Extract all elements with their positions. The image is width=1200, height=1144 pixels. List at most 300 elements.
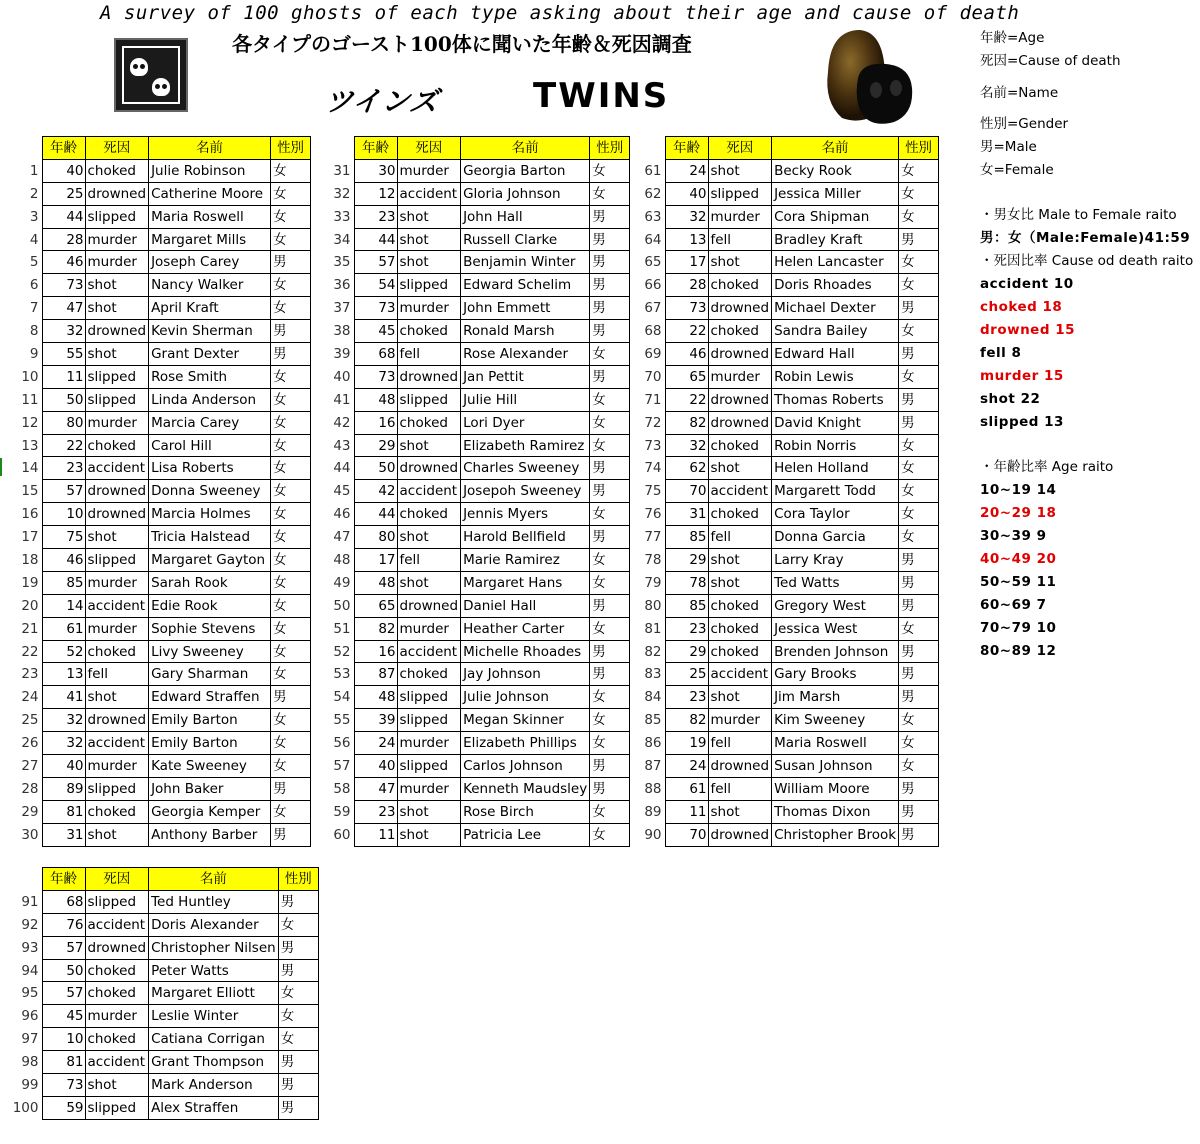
cause-cell: choked xyxy=(708,617,772,640)
table-row xyxy=(629,526,939,549)
row-number: 6 xyxy=(29,277,39,294)
name-cell: Julie Johnson xyxy=(461,686,590,709)
table-row xyxy=(6,480,311,503)
table-row xyxy=(318,686,630,709)
gender-cell: 女 xyxy=(899,274,939,297)
header-cause: 死因 xyxy=(85,868,149,891)
name-cell: Margaret Gayton xyxy=(149,549,271,572)
table-row xyxy=(629,571,939,594)
age-cell: 23 xyxy=(665,686,708,709)
row-number: 78 xyxy=(644,551,662,568)
row-number: 95 xyxy=(21,985,39,1002)
gender-cell: 女 xyxy=(278,1005,318,1028)
age-cell: 25 xyxy=(665,663,708,686)
age-cell: 82 xyxy=(665,411,708,434)
table-row xyxy=(6,1096,318,1119)
name-cell: Gary Brooks xyxy=(772,663,899,686)
gender-cell: 男 xyxy=(271,777,311,800)
cause-cell: murder xyxy=(85,617,149,640)
cause-cell: choked xyxy=(85,640,149,663)
title-english: A survey of 100 ghosts of each type asking about their age and cause of death xyxy=(100,2,1020,24)
header-gender: 性別 xyxy=(899,137,939,160)
cause-cell: shot xyxy=(85,823,149,846)
table-row xyxy=(629,732,939,755)
gender-cell: 男 xyxy=(899,663,939,686)
table-row xyxy=(629,549,939,572)
row-number: 52 xyxy=(333,643,351,660)
age-cell: 22 xyxy=(42,434,85,457)
gender-cell: 男 xyxy=(590,480,630,503)
table-row xyxy=(6,755,311,778)
gender-cell: 女 xyxy=(590,571,630,594)
gender-cell: 女 xyxy=(271,755,311,778)
name-cell: Doris Rhoades xyxy=(772,274,899,297)
age-cell: 31 xyxy=(665,503,708,526)
table-row xyxy=(629,777,939,800)
gender-cell: 女 xyxy=(899,159,939,182)
row-number: 71 xyxy=(644,391,662,408)
table-row xyxy=(318,388,630,411)
table-row xyxy=(318,755,630,778)
gender-cell: 女 xyxy=(271,480,311,503)
age-cell: 57 xyxy=(354,251,397,274)
name-cell: Sandra Bailey xyxy=(772,320,899,343)
age-cell: 10 xyxy=(42,1028,85,1051)
row-number: 92 xyxy=(21,916,39,933)
cause-cell: slipped xyxy=(85,205,149,228)
cause-stat: slipped 13 xyxy=(980,414,1064,430)
table-row xyxy=(318,297,630,320)
table-row xyxy=(629,594,939,617)
cause-cell: slipped xyxy=(85,777,149,800)
table-row xyxy=(318,274,630,297)
cause-cell: murder xyxy=(708,205,772,228)
gender-cell: 女 xyxy=(899,755,939,778)
table-row xyxy=(6,913,318,936)
table-row xyxy=(6,982,318,1005)
row-number: 97 xyxy=(21,1031,39,1048)
cause-cell: shot xyxy=(708,251,772,274)
age-cell: 23 xyxy=(665,617,708,640)
name-cell: Julie Hill xyxy=(461,388,590,411)
table-row xyxy=(6,1051,318,1074)
table-row xyxy=(629,388,939,411)
gender-cell: 男 xyxy=(899,297,939,320)
name-cell: Donna Garcia xyxy=(772,526,899,549)
gender-cell: 女 xyxy=(899,457,939,480)
name-cell: April Kraft xyxy=(149,297,271,320)
name-cell: Anthony Barber xyxy=(149,823,271,846)
table-row xyxy=(629,755,939,778)
row-number: 57 xyxy=(333,757,351,774)
age-cell: 50 xyxy=(42,388,85,411)
ghost-type-english: TWINS xyxy=(533,76,670,116)
gender-cell: 女 xyxy=(271,205,311,228)
table-row xyxy=(6,411,311,434)
age-cell: 68 xyxy=(42,890,85,913)
cause-cell: choked xyxy=(397,663,461,686)
age-cell: 89 xyxy=(42,777,85,800)
age-stat: 60~69 7 xyxy=(980,597,1047,613)
gender-cell: 男 xyxy=(899,594,939,617)
name-cell: Robin Lewis xyxy=(772,365,899,388)
row-number: 25 xyxy=(21,712,39,729)
age-cell: 85 xyxy=(42,571,85,594)
table-row xyxy=(318,320,630,343)
table-row xyxy=(6,343,311,366)
row-number: 29 xyxy=(21,803,39,820)
age-cell: 82 xyxy=(665,709,708,732)
cause-cell: choked xyxy=(708,434,772,457)
age-cell: 65 xyxy=(665,365,708,388)
table-row xyxy=(318,800,630,823)
age-ratio-title: ・年齢比率 Age raito xyxy=(980,459,1114,475)
cause-cell: choked xyxy=(397,411,461,434)
row-number: 19 xyxy=(21,574,39,591)
gender-cell: 女 xyxy=(271,182,311,205)
name-cell: Marie Ramirez xyxy=(461,549,590,572)
name-cell: Lisa Roberts xyxy=(149,457,271,480)
name-cell: Christopher Nilsen xyxy=(149,936,279,959)
name-cell: Tricia Halstead xyxy=(149,526,271,549)
gender-cell: 男 xyxy=(590,297,630,320)
cause-cell: slipped xyxy=(85,1096,149,1119)
table-row xyxy=(629,251,939,274)
gender-cell: 女 xyxy=(590,182,630,205)
name-cell: Megan Skinner xyxy=(461,709,590,732)
row-number: 67 xyxy=(644,300,662,317)
row-number: 93 xyxy=(21,939,39,956)
row-number: 39 xyxy=(333,345,351,362)
age-cell: 73 xyxy=(354,297,397,320)
row-number: 35 xyxy=(333,254,351,271)
table-row xyxy=(6,732,311,755)
name-cell: Edward Schelim xyxy=(461,274,590,297)
name-cell: Harold Bellfield xyxy=(461,526,590,549)
age-cell: 32 xyxy=(665,205,708,228)
cause-cell: fell xyxy=(708,732,772,755)
table-row xyxy=(318,457,630,480)
row-number: 60 xyxy=(333,826,351,843)
age-stat: 40~49 20 xyxy=(980,551,1057,567)
age-cell: 55 xyxy=(42,343,85,366)
row-number: 5 xyxy=(29,254,39,271)
age-cell: 46 xyxy=(42,251,85,274)
gender-cell: 男 xyxy=(590,526,630,549)
table-row xyxy=(6,823,311,846)
age-cell: 52 xyxy=(42,640,85,663)
gender-cell: 女 xyxy=(590,434,630,457)
row-number-header xyxy=(318,137,354,160)
table-row xyxy=(6,1028,318,1051)
name-cell: Gregory West xyxy=(772,594,899,617)
table-row xyxy=(629,182,939,205)
name-cell: Robin Norris xyxy=(772,434,899,457)
table-row xyxy=(318,617,630,640)
age-cell: 59 xyxy=(42,1096,85,1119)
gender-cell: 男 xyxy=(899,823,939,846)
row-number: 45 xyxy=(333,483,351,500)
legend-gender: 性別=Gender xyxy=(980,116,1069,132)
age-cell: 57 xyxy=(42,982,85,1005)
table-row xyxy=(318,709,630,732)
row-number: 10 xyxy=(21,368,39,385)
row-number: 34 xyxy=(333,231,351,248)
legend-age: 年齢=Age xyxy=(980,30,1045,46)
header-name: 名前 xyxy=(149,868,279,891)
gender-cell: 女 xyxy=(590,709,630,732)
name-cell: Becky Rook xyxy=(772,159,899,182)
cause-cell: accident xyxy=(85,1051,149,1074)
row-number: 1 xyxy=(29,162,39,179)
age-cell: 41 xyxy=(42,686,85,709)
name-cell: Kate Sweeney xyxy=(149,755,271,778)
age-cell: 39 xyxy=(354,709,397,732)
cause-cell: choked xyxy=(708,640,772,663)
gender-cell: 女 xyxy=(271,526,311,549)
cause-cell: slipped xyxy=(85,388,149,411)
gender-cell: 男 xyxy=(590,274,630,297)
gender-cell: 女 xyxy=(278,982,318,1005)
row-number: 4 xyxy=(29,231,39,248)
name-cell: Rose Birch xyxy=(461,800,590,823)
age-cell: 46 xyxy=(42,549,85,572)
age-cell: 47 xyxy=(354,777,397,800)
gender-cell: 女 xyxy=(271,434,311,457)
gender-cell: 男 xyxy=(590,663,630,686)
age-cell: 19 xyxy=(665,732,708,755)
table-row xyxy=(318,663,630,686)
row-number: 55 xyxy=(333,712,351,729)
age-cell: 50 xyxy=(354,457,397,480)
age-stat: 80~89 12 xyxy=(980,643,1057,659)
cause-cell: choked xyxy=(708,320,772,343)
age-cell: 14 xyxy=(42,594,85,617)
ghost-type-japanese: ツインズ xyxy=(323,85,441,118)
cause-cell: drowned xyxy=(85,709,149,732)
name-cell: Linda Anderson xyxy=(149,388,271,411)
table-row xyxy=(6,686,311,709)
gender-cell: 男 xyxy=(899,411,939,434)
row-number: 18 xyxy=(21,551,39,568)
header-name: 名前 xyxy=(772,137,899,160)
name-cell: Donna Sweeney xyxy=(149,480,271,503)
name-cell: Grant Dexter xyxy=(149,343,271,366)
row-number: 49 xyxy=(333,574,351,591)
cause-cell: accident xyxy=(708,480,772,503)
cause-stat: murder 15 xyxy=(980,368,1064,384)
age-cell: 25 xyxy=(42,182,85,205)
gender-cell: 女 xyxy=(271,457,311,480)
table-row xyxy=(6,434,311,457)
table-row xyxy=(629,434,939,457)
table-row xyxy=(629,640,939,663)
gender-cell: 女 xyxy=(271,228,311,251)
name-cell: Rose Alexander xyxy=(461,343,590,366)
name-cell: Jan Pettit xyxy=(461,365,590,388)
cause-cell: fell xyxy=(397,549,461,572)
gender-cell: 女 xyxy=(590,800,630,823)
row-number: 82 xyxy=(644,643,662,660)
table-row xyxy=(6,365,311,388)
age-cell: 42 xyxy=(354,480,397,503)
cause-cell: shot xyxy=(708,800,772,823)
row-number: 9 xyxy=(29,345,39,362)
gender-cell: 男 xyxy=(899,777,939,800)
cause-cell: choked xyxy=(85,1028,149,1051)
row-number: 53 xyxy=(333,666,351,683)
ghost-table-1 xyxy=(6,136,311,847)
gender-cell: 女 xyxy=(899,480,939,503)
ratio-value: 男：女（Male:Female)41:59 xyxy=(980,230,1191,246)
age-cell: 70 xyxy=(665,823,708,846)
gender-cell: 女 xyxy=(271,549,311,572)
table-row xyxy=(6,663,311,686)
cause-cell: murder xyxy=(85,411,149,434)
legend-male: 男=Male xyxy=(980,139,1037,155)
gender-cell: 男 xyxy=(278,890,318,913)
gender-cell: 男 xyxy=(271,686,311,709)
table-row xyxy=(318,480,630,503)
name-cell: Ronald Marsh xyxy=(461,320,590,343)
age-cell: 82 xyxy=(354,617,397,640)
cause-stat: choked 18 xyxy=(980,299,1063,315)
row-number: 81 xyxy=(644,620,662,637)
table-row xyxy=(6,159,311,182)
header-name: 名前 xyxy=(149,137,271,160)
cause-cell: choked xyxy=(397,320,461,343)
cause-stat: accident 10 xyxy=(980,276,1074,292)
gender-cell: 女 xyxy=(590,686,630,709)
row-number: 47 xyxy=(333,529,351,546)
cause-cell: accident xyxy=(85,913,149,936)
cause-cell: choked xyxy=(85,982,149,1005)
table-row xyxy=(318,549,630,572)
row-selection-marker xyxy=(0,458,2,476)
cause-cell: murder xyxy=(708,365,772,388)
gender-cell: 女 xyxy=(590,343,630,366)
table-header-row xyxy=(6,137,311,160)
row-number: 7 xyxy=(29,300,39,317)
name-cell: Josepoh Sweeney xyxy=(461,480,590,503)
age-cell: 81 xyxy=(42,800,85,823)
row-number: 89 xyxy=(644,803,662,820)
cause-cell: shot xyxy=(397,251,461,274)
gender-cell: 女 xyxy=(899,503,939,526)
gender-cell: 女 xyxy=(271,732,311,755)
row-number: 74 xyxy=(644,460,662,477)
gender-cell: 男 xyxy=(271,823,311,846)
cause-cell: accident xyxy=(708,663,772,686)
age-cell: 28 xyxy=(42,228,85,251)
age-cell: 40 xyxy=(354,755,397,778)
title-japanese: 各タイプのゴースト100体に聞いた年齢＆死因調査 xyxy=(232,32,692,56)
row-number: 99 xyxy=(21,1076,39,1093)
gender-cell: 男 xyxy=(899,228,939,251)
age-cell: 40 xyxy=(665,182,708,205)
name-cell: Susan Johnson xyxy=(772,755,899,778)
name-cell: Brenden Johnson xyxy=(772,640,899,663)
name-cell: Catiana Corrigan xyxy=(149,1028,279,1051)
header-cause: 死因 xyxy=(85,137,149,160)
row-number: 33 xyxy=(333,208,351,225)
age-cell: 75 xyxy=(42,526,85,549)
table-row xyxy=(629,411,939,434)
gender-cell: 男 xyxy=(899,640,939,663)
ghost-table-4 xyxy=(6,867,319,1120)
cause-cell: murder xyxy=(397,777,461,800)
name-cell: Michelle Rhoades xyxy=(461,640,590,663)
cause-cell: shot xyxy=(85,686,149,709)
table-header-row xyxy=(318,137,630,160)
name-cell: Elizabeth Ramirez xyxy=(461,434,590,457)
age-cell: 48 xyxy=(354,686,397,709)
age-cell: 40 xyxy=(42,755,85,778)
name-cell: Emily Barton xyxy=(149,709,271,732)
table-row xyxy=(318,434,630,457)
gender-cell: 女 xyxy=(590,159,630,182)
row-number: 44 xyxy=(333,460,351,477)
cause-cell: murder xyxy=(397,617,461,640)
gender-cell: 女 xyxy=(899,434,939,457)
row-number: 38 xyxy=(333,323,351,340)
table-row xyxy=(318,732,630,755)
table-row xyxy=(6,617,311,640)
age-cell: 24 xyxy=(665,159,708,182)
gender-cell: 女 xyxy=(899,709,939,732)
table-row xyxy=(318,526,630,549)
header-cause: 死因 xyxy=(397,137,461,160)
table-row xyxy=(629,159,939,182)
row-number: 56 xyxy=(333,735,351,752)
age-cell: 13 xyxy=(42,663,85,686)
cause-ratio-title: ・死因比率 Cause od death raito xyxy=(980,253,1194,269)
name-cell: Christopher Brook xyxy=(772,823,899,846)
cause-cell: drowned xyxy=(397,365,461,388)
gender-cell: 男 xyxy=(278,959,318,982)
ghost-table-3 xyxy=(629,136,939,847)
age-cell: 17 xyxy=(665,251,708,274)
legend-name: 名前=Name xyxy=(980,85,1059,101)
age-cell: 61 xyxy=(665,777,708,800)
cause-cell: slipped xyxy=(85,890,149,913)
header-age: 年齢 xyxy=(665,137,708,160)
name-cell: Carlos Johnson xyxy=(461,755,590,778)
age-cell: 73 xyxy=(42,1074,85,1097)
row-number: 84 xyxy=(644,689,662,706)
name-cell: Nancy Walker xyxy=(149,274,271,297)
cause-cell: drowned xyxy=(85,320,149,343)
name-cell: Kevin Sherman xyxy=(149,320,271,343)
table-row xyxy=(318,251,630,274)
gender-cell: 女 xyxy=(899,251,939,274)
gender-cell: 男 xyxy=(899,800,939,823)
age-cell: 22 xyxy=(665,320,708,343)
cause-cell: drowned xyxy=(85,182,149,205)
gender-cell: 女 xyxy=(590,617,630,640)
name-cell: Cora Shipman xyxy=(772,205,899,228)
cause-cell: slipped xyxy=(397,686,461,709)
row-number: 31 xyxy=(333,162,351,179)
table-row xyxy=(318,571,630,594)
row-number: 46 xyxy=(333,506,351,523)
age-cell: 45 xyxy=(42,1005,85,1028)
gender-cell: 女 xyxy=(271,159,311,182)
gender-cell: 男 xyxy=(899,686,939,709)
legend-cause: 死因=Cause of death xyxy=(980,53,1121,69)
gender-cell: 女 xyxy=(271,663,311,686)
cause-cell: slipped xyxy=(708,182,772,205)
